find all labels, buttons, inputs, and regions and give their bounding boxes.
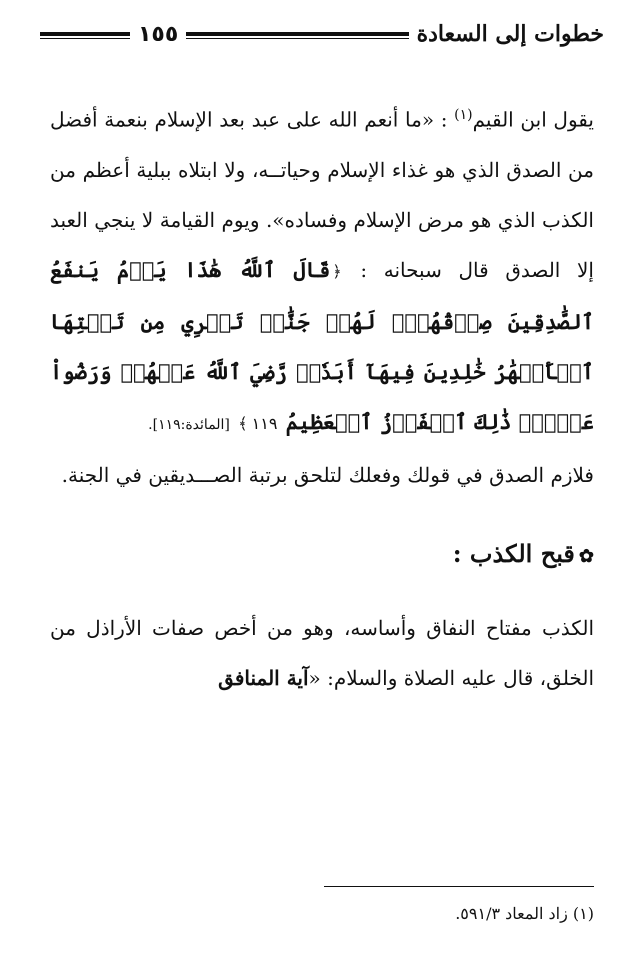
quote-intro: يقول ابن القيم: [472, 107, 594, 132]
section-heading: [50, 534, 594, 577]
page-body: [50, 90, 594, 703]
ayah-number-marker: ١١٩: [251, 413, 278, 433]
footnote: (١) زاد المعاد ٥٩١/٣.: [455, 904, 594, 923]
quran-verse: قَالَ ٱللَّهُ هَٰذَا يَوۡمُ يَنفَعُ ٱلصَّٰدِقِينَ صِدۡقُهُمۡۚ لَهُمۡ جَنَّٰتٞ تَجۡرِي مِن تَحۡتِهَا ٱلۡأَنۡهَٰرُ خَٰلِدِينَ فِيهَآ أَبَدٗاۖ رَّضِيَ ٱللَّهُ عَنۡهُمۡ وَرَضُواْ عَنۡهُۚ ذَٰلِكَ ٱلۡفَوۡزُ ٱلۡعَظِيمُ: [50, 256, 594, 434]
hadith-start: آية المنافق: [218, 665, 309, 690]
page-header: [40, 14, 604, 54]
ayah-open-bracket: ﴿: [332, 261, 342, 281]
paragraph-lying-text: الكذب مفتاح النفاق وأساسه، وهو من أخص صفات الأراذل من الخلق، قال عليه الصلاة والسلام: «: [50, 615, 594, 690]
paragraph-lying: [50, 603, 594, 703]
running-title: خطوات إلى السعادة: [416, 21, 604, 47]
paragraph-truthfulness: فلازم الصدق في قولك وفعلك لتلحق برتبة الصـــديقين في الجنة.: [61, 462, 594, 487]
ayah-close-bracket: ﴾: [238, 413, 248, 433]
header-rule: [186, 32, 408, 36]
header-rule-short: [40, 32, 130, 36]
section-title: قبح الكذب :: [452, 538, 575, 568]
page-number: ١٥٥: [138, 21, 179, 47]
footnote-separator: [324, 886, 594, 887]
paragraph-ibn-qayyim: [50, 90, 594, 450]
footnote-reference-mark: (١): [454, 107, 473, 123]
verse-reference: [المائدة:١١٩].: [148, 416, 230, 433]
flower-bullet-icon: ✿: [578, 545, 594, 567]
quote-text: : «ما أنعم الله على عبد بعد الإسلام بنعمة أفضل من الصدق الذي هو غذاء الإسلام وحياتــه، ولا ابتلاه ببلية أعظم من الكذب الذي هو مرض الإسلام وفساده». ويوم القيامة لا ينجي العبد إلا الصدق قال سبحانه :: [50, 107, 594, 282]
